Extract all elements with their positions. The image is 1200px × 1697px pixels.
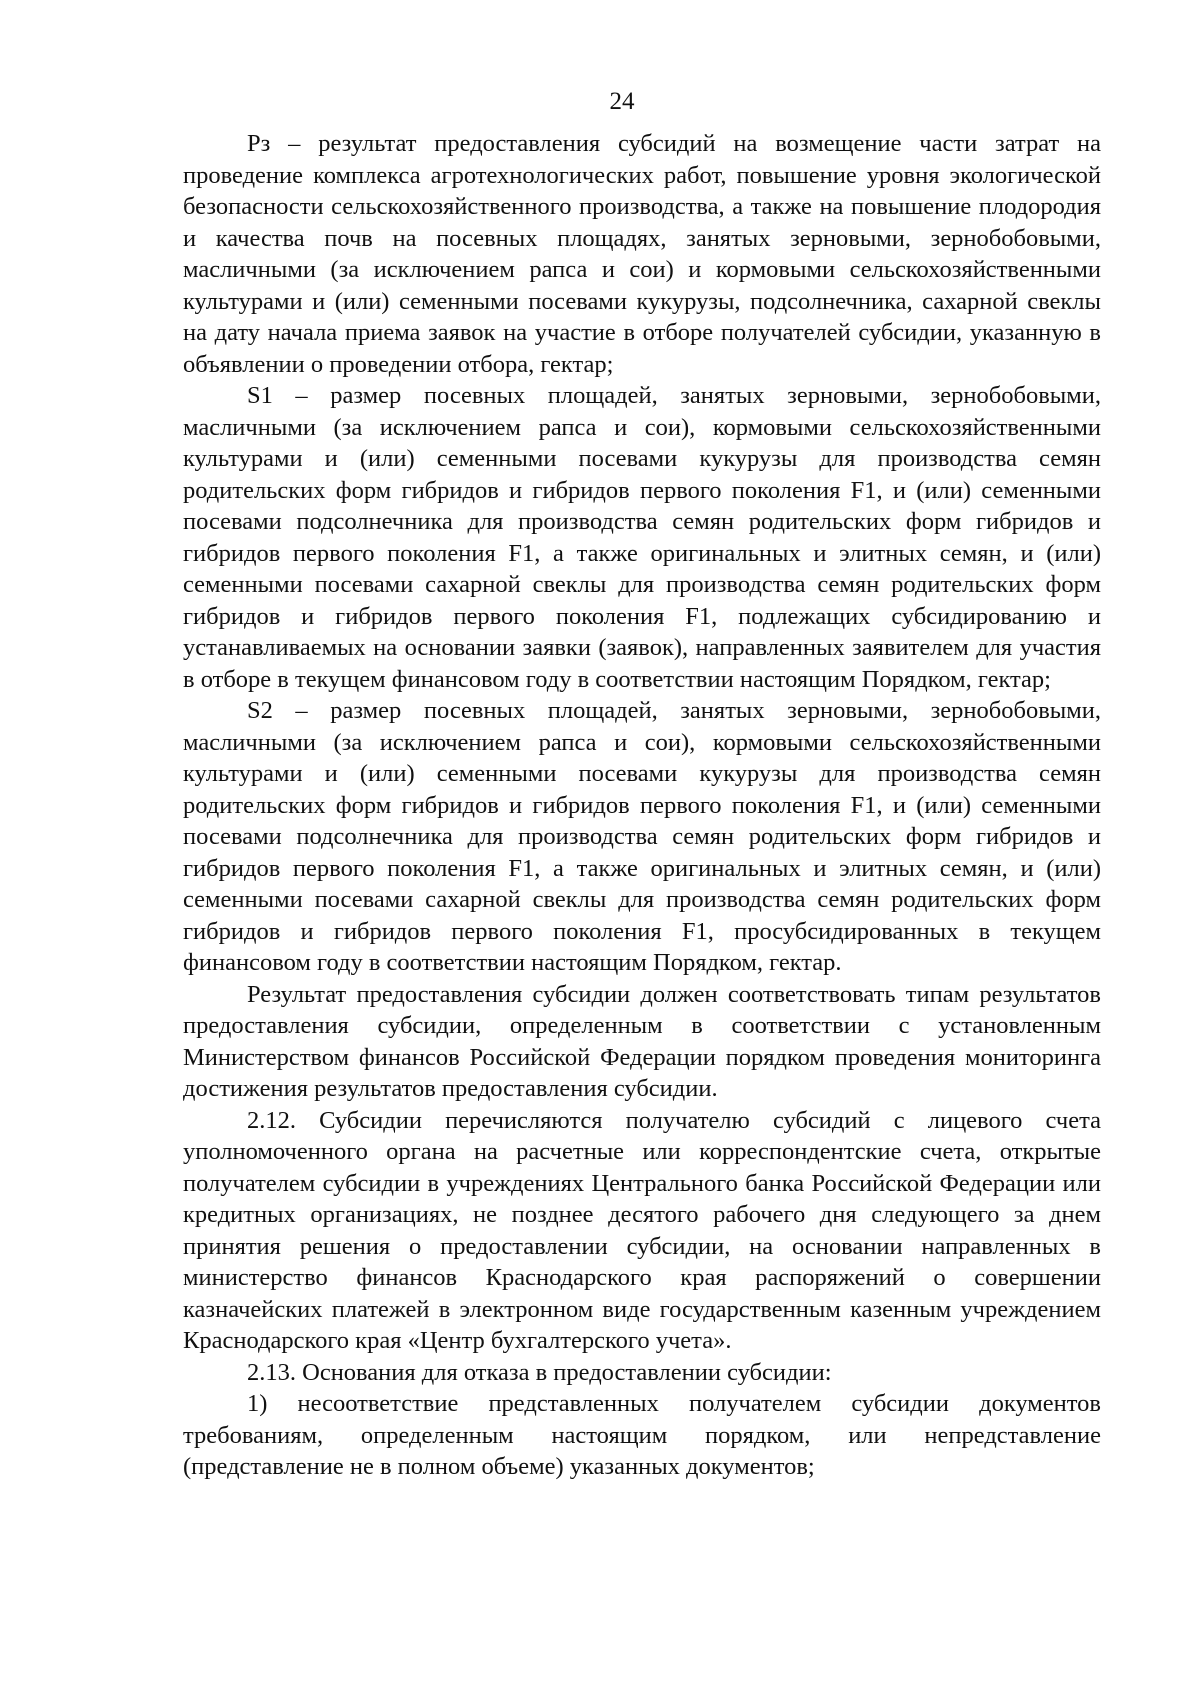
document-body bbox=[183, 128, 1101, 1483]
paragraph-result-types: Результат предоставления субсидии должен соответствовать типам результатов предоставления субсидии, определенным в соответствии с установленным Министерством финансов Российской Федерации порядком проведения мониторинга достижения результатов предоставления субсидии. bbox=[183, 980, 1101, 1102]
paragraph-rz-definition: Рз – результат предоставления субсидий на возмещение части затрат на проведение комплекса агротехнологических работ, повышение уровня экологической безопасности сельскохозяйственного производства, а также на повышение плодородия и качества почв на посевных площадях, занятых зерновыми, зернобобовыми, масличными (за исключением рапса и сои) и кормовыми сельскохозяйственными культурами и (или) семенными посевами кукурузы, подсолнечника, сахарной свеклы на дату начала приема заявок на участие в отборе получателей субсидии, указанную в объявлении о проведении отбора, гектар; bbox=[183, 130, 1101, 378]
paragraph-2-13-heading: 2.13. Основания для отказа в предоставлении субсидии: bbox=[247, 1358, 832, 1386]
paragraph-2-12: 2.12. Субсидии перечисляются получателю субсидий с лицевого счета уполномоченного органа на расчетные или корреспондентские счета, открытые получателем субсидии в учреждениях Центрального банка Российской Федерации или кредитных организациях, не позднее десятого рабочего дня следующего за днем принятия решения о предоставлении субсидии, на основании направленных в министерство финансов Краснодарского края распоряжений о совершении казначейских платежей в электронном виде государственным казенным учреждением Краснодарского края «Центр бухгалтерского учета». bbox=[183, 1106, 1101, 1354]
paragraph-s2-definition: S2 – размер посевных площадей, занятых зерновыми, зернобобовыми, масличными (за исключением рапса и сои), кормовыми сельскохозяйственными культурами и (или) семенными посевами кукурузы для производства семян родительских форм гибридов и гибридов первого поколения F1, и (или) семенными посевами подсолнечника для производства семян родительских форм гибридов и гибридов первого поколения F1, а также оригинальных и элитных семян, и (или) семенными посевами сахарной свеклы для производства семян родительских форм гибридов и гибридов первого поколения F1, просубсидированных в текущем финансовом году в соответствии настоящим Порядком, гектар. bbox=[183, 697, 1101, 976]
paragraph-s1-definition: S1 – размер посевных площадей, занятых зерновыми, зернобобовыми, масличными (за исключением рапса и сои), кормовыми сельскохозяйственными культурами и (или) семенными посевами кукурузы для производства семян родительских форм гибридов и гибридов первого поколения F1, и (или) семенными посевами подсолнечника для производства семян родительских форм гибридов и гибридов первого поколения F1, а также оригинальных и элитных семян, и (или) семенными посевами сахарной свеклы для производства семян родительских форм гибридов и гибридов первого поколения F1, подлежащих субсидированию и устанавливаемых на основании заявки (заявок), направленных заявителем для участия в отборе в текущем финансовом году в соответствии настоящим Порядком, гектар; bbox=[183, 382, 1101, 693]
page-number: 24 bbox=[609, 88, 635, 115]
paragraph-2-13-item-1: 1) несоответствие представленных получателем субсидии документов требованиям, определенным настоящим порядком, или непредставление (представление не в полном объеме) указанных документов; bbox=[183, 1390, 1101, 1480]
